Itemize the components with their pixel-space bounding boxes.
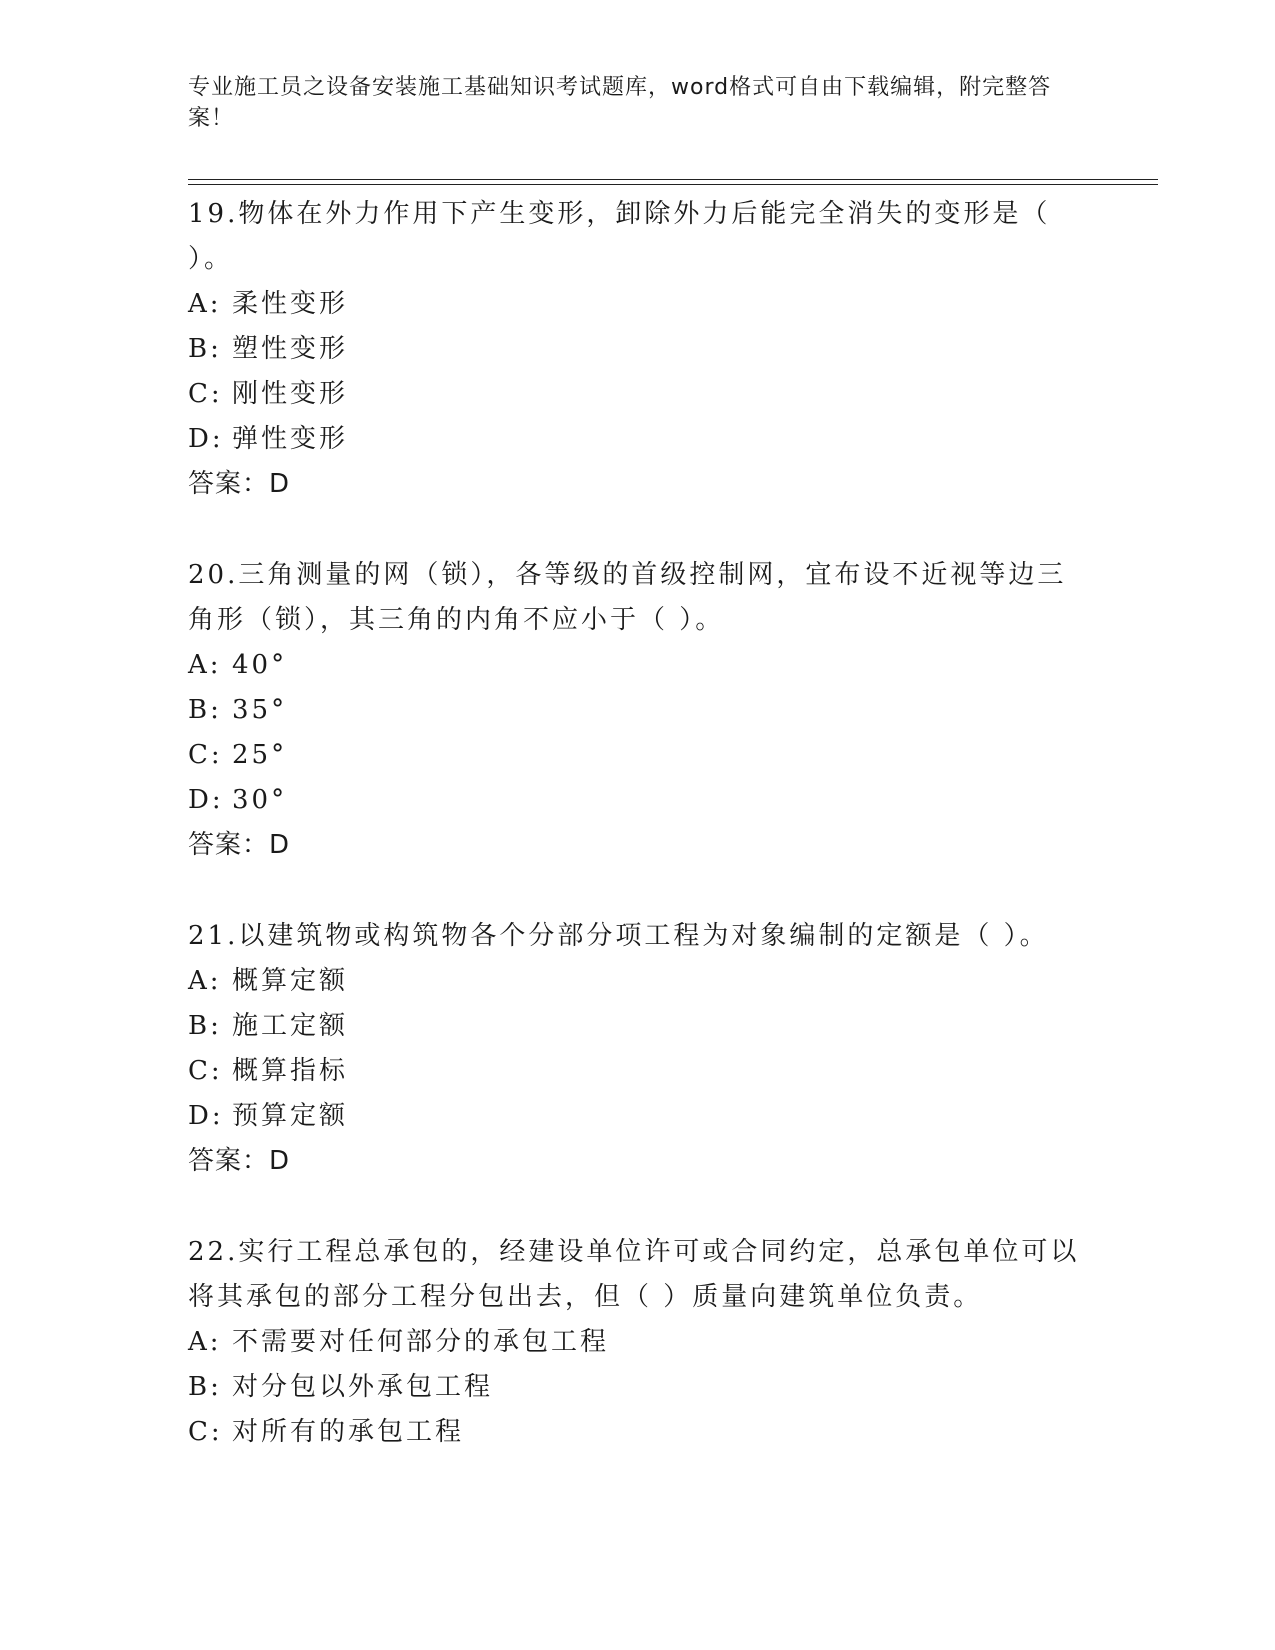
option-letter: B: <box>188 334 222 364</box>
option-letter: A: <box>188 289 222 319</box>
option-letter: B: <box>188 1372 222 1402</box>
option-letter: B: <box>188 1011 222 1041</box>
option-b <box>188 1004 1088 1049</box>
option-letter: C: <box>188 1056 223 1086</box>
option-text: 概算指标 <box>232 1056 349 1086</box>
option-text: 对分包以外承包工程 <box>232 1372 494 1402</box>
option-letter: A: <box>188 650 222 680</box>
option-c <box>188 372 1088 417</box>
option-text: 不需要对任何部分的承包工程 <box>232 1327 610 1357</box>
option-a <box>188 1320 1088 1365</box>
option-a <box>188 643 1088 688</box>
option-text: 弹性变形 <box>232 424 349 454</box>
question-22 <box>188 1230 1088 1455</box>
option-text: 塑性变形 <box>232 334 349 364</box>
option-text: 30° <box>232 785 288 815</box>
option-letter: C: <box>188 1417 223 1447</box>
option-text: 施工定额 <box>232 1011 349 1041</box>
option-letter: A: <box>188 966 222 996</box>
option-letter: D: <box>188 424 224 454</box>
question-list <box>188 192 1088 1501</box>
option-text: 35° <box>232 695 288 725</box>
question-21 <box>188 914 1088 1184</box>
option-d <box>188 778 1088 823</box>
option-letter: D: <box>188 785 224 815</box>
option-letter: C: <box>188 379 223 409</box>
header-divider-top <box>188 179 1158 180</box>
option-d <box>188 1094 1088 1139</box>
option-text: 柔性变形 <box>232 289 349 319</box>
question-stem: 21.以建筑物或构筑物各个分部分项工程为对象编制的定额是（ ）。 <box>188 921 1049 951</box>
option-b <box>188 327 1088 372</box>
option-text: 40° <box>232 650 288 680</box>
option-d <box>188 417 1088 462</box>
option-c <box>188 733 1088 778</box>
question-20 <box>188 553 1088 868</box>
header-divider-bottom <box>188 184 1158 185</box>
answer-line: 答案：D <box>188 830 291 860</box>
option-text: 刚性变形 <box>232 379 349 409</box>
option-b <box>188 688 1088 733</box>
option-text: 对所有的承包工程 <box>232 1417 465 1447</box>
question-stem: 20.三角测量的网（锁），各等级的首级控制网，宜布设不近视等边三角形（锁），其三角的内角不应小于（ ）。 <box>188 560 1067 635</box>
option-letter: C: <box>188 740 223 770</box>
header-title: 专业施工员之设备安装施工基础知识考试题库，word格式可自由下载编辑，附完整答案！ <box>188 75 1052 131</box>
option-a <box>188 282 1088 327</box>
document-header <box>188 72 1068 134</box>
question-stem: 22.实行工程总承包的，经建设单位许可或合同约定，总承包单位可以将其承包的部分工程分包出去，但（ ）质量向建筑单位负责。 <box>188 1237 1080 1312</box>
option-c <box>188 1049 1088 1094</box>
option-b <box>188 1365 1088 1410</box>
question-stem: 19.物体在外力作用下产生变形，卸除外力后能完全消失的变形是（ ）。 <box>188 199 1051 274</box>
option-text: 预算定额 <box>232 1101 349 1131</box>
option-letter: A: <box>188 1327 222 1357</box>
option-letter: B: <box>188 695 222 725</box>
option-text: 25° <box>232 740 288 770</box>
option-letter: D: <box>188 1101 224 1131</box>
option-a <box>188 959 1088 1004</box>
question-19 <box>188 192 1088 507</box>
answer-line: 答案：D <box>188 469 291 499</box>
option-c <box>188 1410 1088 1455</box>
answer-line: 答案：D <box>188 1146 291 1176</box>
option-text: 概算定额 <box>232 966 349 996</box>
